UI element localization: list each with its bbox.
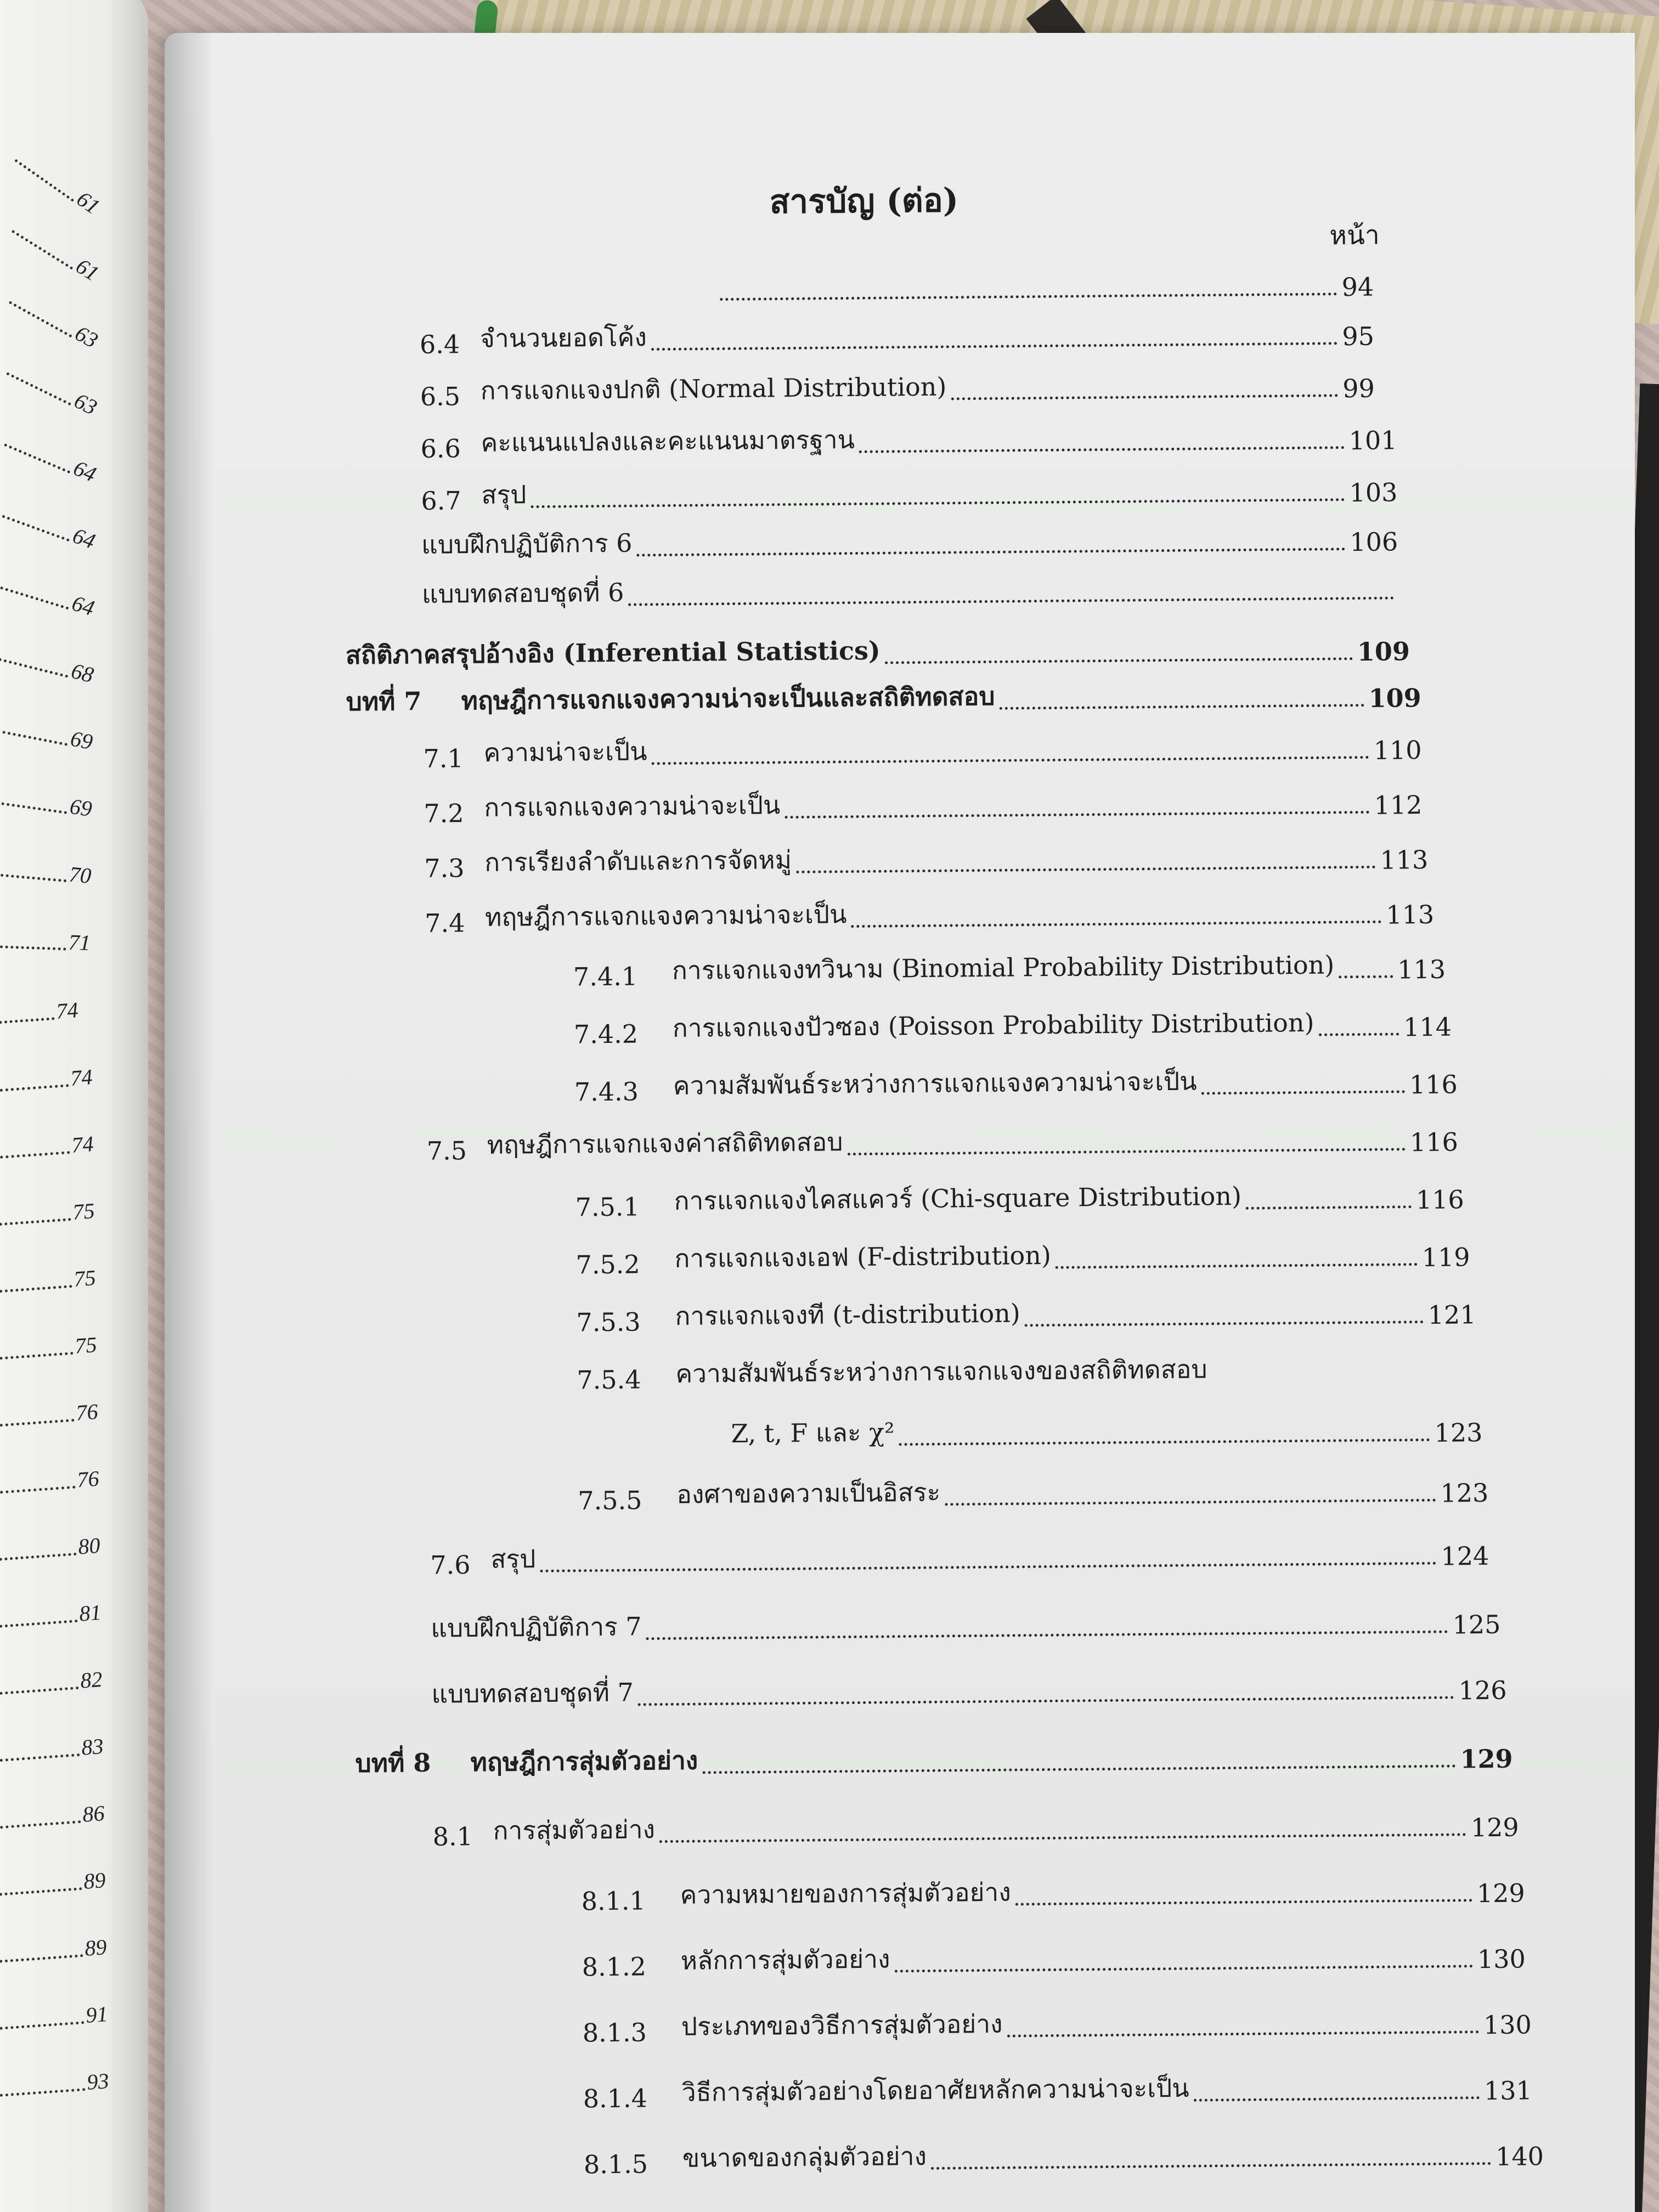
dot-leader bbox=[2, 515, 70, 541]
toc-entry-number: 7.4.1 bbox=[573, 961, 638, 992]
left-page-number: 61 bbox=[72, 186, 105, 219]
dot-leader bbox=[1246, 1205, 1412, 1210]
toc-entry bbox=[576, 1294, 1476, 1337]
toc-entry-number: 7.5.2 bbox=[575, 1249, 640, 1280]
toc-entry-page: 126 bbox=[1458, 1675, 1507, 1706]
toc-entry-title: คะแนนแปลงและคะแนนมาตรฐาน bbox=[481, 425, 855, 458]
toc-entry-page: 99 bbox=[1342, 373, 1375, 404]
dot-leader bbox=[848, 1148, 1406, 1155]
toc-entry-number: 7.4 bbox=[424, 908, 465, 938]
left-page-number: 76 bbox=[75, 1399, 99, 1425]
dot-leader bbox=[0, 2021, 84, 2031]
left-page-number: 63 bbox=[70, 388, 101, 420]
toc-entry bbox=[581, 1872, 1525, 1916]
dot-leader bbox=[0, 873, 66, 882]
toc-entry-number: 7.6 bbox=[430, 1550, 471, 1580]
dot-leader bbox=[0, 1820, 81, 1830]
toc-entry-page: 116 bbox=[1409, 1127, 1458, 1158]
toc-entry-title: ทฤษฎีการแจกแจงค่าสถิติทดสอบ bbox=[487, 1127, 843, 1160]
left-page-number: 75 bbox=[72, 1265, 97, 1291]
toc-entry-page: 113 bbox=[1380, 844, 1429, 875]
toc-entry-title: การแจกแจงที (t-distribution) bbox=[675, 1298, 1020, 1331]
dot-leader bbox=[637, 548, 1346, 556]
toc-entry-number: 7.2 bbox=[424, 798, 464, 828]
toc-entry-page: 124 bbox=[1441, 1541, 1489, 1571]
toc-entry bbox=[431, 1604, 1500, 1649]
toc-entry-number: 8.1 bbox=[432, 1821, 473, 1852]
toc-content bbox=[165, 33, 1635, 2212]
dot-leader bbox=[0, 1686, 79, 1696]
toc-entry-page: 113 bbox=[1386, 899, 1435, 930]
left-page-number: 82 bbox=[79, 1667, 103, 1693]
left-page-number: 74 bbox=[69, 1064, 93, 1091]
toc-entry-title: แบบฝึกปฏิบัติการ 7 bbox=[431, 1611, 642, 1643]
left-page-number: 64 bbox=[69, 523, 99, 554]
left-page-number: 74 bbox=[70, 1131, 94, 1158]
toc-entry-page: 101 bbox=[1348, 425, 1397, 456]
toc-entry-page: 131 bbox=[1483, 2075, 1533, 2106]
toc-entry bbox=[573, 949, 1446, 992]
left-page-entry bbox=[0, 1064, 93, 1097]
left-page-number: 80 bbox=[77, 1533, 101, 1559]
toc-entry-title: แบบทดสอบชุดที่ 6 bbox=[421, 577, 624, 609]
left-page-entry bbox=[0, 930, 91, 956]
left-page-number: 83 bbox=[80, 1734, 104, 1760]
toc-entry-title: ความสัมพันธ์ระหว่างการแจกแจงของสถิติทดสอบ bbox=[675, 1354, 1207, 1389]
toc-entry bbox=[583, 2004, 1532, 2047]
dot-leader bbox=[0, 1218, 71, 1227]
toc-entry bbox=[575, 1179, 1464, 1222]
dot-leader bbox=[646, 1630, 1448, 1640]
left-page-entry bbox=[0, 1734, 104, 1767]
toc-entry-title: สถิติภาคสรุปอ้างอิง (Inferential Statistics) bbox=[345, 635, 881, 670]
toc-entry-page: 129 bbox=[1460, 1743, 1513, 1774]
left-page-number: 69 bbox=[68, 793, 94, 822]
dot-leader bbox=[0, 658, 68, 678]
dot-leader bbox=[659, 1833, 1466, 1843]
left-page-number: 68 bbox=[69, 658, 97, 688]
dot-leader bbox=[895, 1965, 1473, 1972]
left-page-number: 86 bbox=[81, 1801, 105, 1827]
dot-leader bbox=[1194, 2096, 1480, 2102]
left-page-number: 70 bbox=[68, 861, 93, 889]
toc-entry-title: องศาของความเป็นอิสระ bbox=[676, 1477, 941, 1509]
toc-entry-number: 6.7 bbox=[421, 486, 461, 516]
left-page-entry bbox=[0, 1131, 94, 1164]
toc-entry bbox=[583, 2070, 1532, 2113]
page-column-heading: หน้า bbox=[1329, 219, 1380, 251]
left-page-entry bbox=[0, 1399, 99, 1432]
dot-leader bbox=[0, 1151, 70, 1160]
dot-leader bbox=[0, 1553, 77, 1562]
left-page-entry bbox=[0, 1867, 106, 1901]
toc-entry-page: 109 bbox=[1357, 636, 1410, 667]
toc-entry-page: 106 bbox=[1350, 527, 1398, 557]
toc-entry-number: 6.6 bbox=[420, 433, 461, 464]
toc-entry bbox=[346, 631, 1410, 675]
dot-leader bbox=[0, 730, 67, 746]
dot-leader bbox=[12, 230, 74, 270]
toc-entry bbox=[431, 1670, 1506, 1714]
left-page-number: 61 bbox=[71, 253, 104, 286]
dot-leader bbox=[0, 1887, 82, 1897]
toc-title: สารบัญ (ต่อ) bbox=[769, 181, 959, 222]
toc-entry-page: 95 bbox=[1342, 321, 1375, 352]
toc-entry bbox=[432, 1807, 1519, 1852]
left-page-number: 64 bbox=[69, 590, 98, 621]
toc-entry-number: บทที่ 8 bbox=[355, 1747, 431, 1779]
toc-entry-page: 110 bbox=[1373, 735, 1422, 765]
dot-leader bbox=[1025, 1321, 1424, 1327]
toc-entry bbox=[424, 785, 1422, 828]
dot-leader bbox=[0, 2088, 86, 2098]
toc-entry bbox=[577, 1352, 1476, 1395]
left-page-number: 89 bbox=[83, 1934, 108, 1961]
left-page-number-column bbox=[0, 0, 148, 2212]
dot-leader bbox=[851, 921, 1382, 928]
dot-leader bbox=[9, 301, 72, 337]
toc-entry-page: 125 bbox=[1452, 1609, 1501, 1640]
right-book-page bbox=[165, 33, 1635, 2212]
left-page-number: 64 bbox=[70, 455, 100, 487]
toc-entry-page: 129 bbox=[1476, 1878, 1525, 1909]
toc-entry-page: 109 bbox=[1368, 683, 1421, 713]
dot-leader bbox=[531, 498, 1345, 508]
dot-leader bbox=[720, 292, 1337, 301]
left-page-entry bbox=[12, 146, 105, 219]
left-page-entry bbox=[2, 430, 99, 487]
left-page-number: 81 bbox=[78, 1600, 102, 1626]
toc-entry-number: 8.1.2 bbox=[582, 1951, 647, 1982]
dot-leader bbox=[702, 1765, 1455, 1774]
dot-leader bbox=[1015, 1899, 1472, 1905]
left-page-number: 71 bbox=[68, 929, 91, 956]
dot-leader bbox=[4, 443, 71, 473]
left-page-entry bbox=[7, 288, 101, 353]
toc-entry-title: ทฤษฎีการแจกแจงความน่าจะเป็น bbox=[484, 899, 847, 932]
toc-entry bbox=[731, 1412, 1483, 1454]
dot-leader bbox=[0, 1084, 69, 1093]
toc-entry-title: การแจกแจงความน่าจะเป็น bbox=[484, 790, 781, 822]
dot-leader bbox=[951, 394, 1338, 400]
toc-entry-title: การแจกแจงไคสแควร์ (Chi-square Distribution) bbox=[674, 1181, 1242, 1216]
left-page-number: 75 bbox=[71, 1198, 95, 1224]
toc-entry-page: 112 bbox=[1374, 790, 1423, 820]
dot-leader bbox=[0, 1017, 55, 1025]
left-page-entry bbox=[0, 787, 93, 822]
toc-entry-number: 7.5.4 bbox=[577, 1364, 641, 1395]
dot-leader bbox=[0, 945, 66, 951]
toc-entry-title: สรุป bbox=[490, 1544, 536, 1574]
dot-leader bbox=[0, 1954, 83, 1964]
toc-entry-page: 116 bbox=[1409, 1069, 1458, 1100]
toc-entry-page: 94 bbox=[1341, 272, 1374, 302]
left-page-number: 93 bbox=[86, 2068, 110, 2095]
dot-leader bbox=[1000, 704, 1364, 710]
left-page-number: 75 bbox=[74, 1332, 98, 1358]
toc-entry-page: 140 bbox=[1495, 2141, 1544, 2171]
dot-leader bbox=[1056, 1263, 1418, 1269]
toc-entry-number: 8.1.3 bbox=[582, 2017, 647, 2048]
left-page-entry bbox=[0, 1667, 103, 1700]
toc-entry-title: จำนวนยอดโค้ง bbox=[479, 322, 647, 354]
left-page-number: 69 bbox=[68, 726, 95, 755]
toc-entry-page: 130 bbox=[1483, 2010, 1532, 2040]
left-page-entry bbox=[0, 1466, 100, 1499]
toc-entry-number: 7.1 bbox=[423, 743, 464, 774]
left-page-entry bbox=[0, 997, 79, 1029]
toc-entry bbox=[421, 521, 1398, 565]
toc-entry bbox=[346, 678, 1421, 722]
left-page-entry bbox=[4, 359, 100, 420]
toc-entry-title: ประเภทของวิธีการสุ่มตัวอย่าง bbox=[681, 2008, 1003, 2041]
left-page-number: 74 bbox=[55, 997, 79, 1024]
toc-entry-title: วิธีการสุ่มตัวอย่างโดยอาศัยหลักความน่าจะเป็น bbox=[681, 2073, 1189, 2107]
toc-entry-number: 6.5 bbox=[420, 381, 461, 411]
toc-entry-number: 8.1.4 bbox=[583, 2083, 648, 2114]
dot-leader bbox=[785, 811, 1369, 819]
left-page-entry bbox=[0, 1600, 102, 1633]
dot-leader bbox=[0, 1620, 78, 1629]
left-page-entry bbox=[0, 572, 97, 621]
toc-entry-page: 123 bbox=[1440, 1478, 1489, 1508]
dot-leader bbox=[931, 2162, 1491, 2170]
toc-entry-page: 103 bbox=[1349, 477, 1398, 508]
toc-entry-page: 129 bbox=[1470, 1812, 1519, 1843]
dot-leader bbox=[651, 342, 1338, 351]
toc-entry bbox=[578, 1472, 1488, 1515]
left-book-page bbox=[0, 0, 148, 2212]
toc-entry-number: 7.4.3 bbox=[574, 1076, 639, 1107]
toc-entry-title: แบบทดสอบชุดที่ 7 bbox=[431, 1677, 634, 1709]
toc-entry-number: บทที่ 7 bbox=[346, 686, 422, 717]
left-page-entry bbox=[0, 1934, 108, 1968]
toc-entry-number: 7.4.2 bbox=[573, 1019, 639, 1049]
left-page-entry bbox=[0, 1332, 98, 1365]
toc-entry bbox=[420, 368, 1374, 411]
dot-leader bbox=[1007, 2030, 1479, 2038]
toc-entry-title: การสุ่มตัวอย่าง bbox=[493, 1814, 656, 1846]
toc-entry-title: การแจกแจงปกติ (Normal Distribution) bbox=[480, 371, 947, 405]
dot-leader bbox=[540, 1562, 1436, 1572]
toc-entry-title: แบบฝึกปฏิบัติการ 6 bbox=[421, 528, 633, 560]
dot-leader bbox=[0, 1753, 80, 1763]
toc-entry-title: การเรียงลำดับและการจัดหมู่ bbox=[484, 845, 792, 877]
toc-entry bbox=[582, 1938, 1525, 1982]
left-page-entry bbox=[0, 501, 97, 554]
toc-entry-title: ทฤษฎีการสุ่มตัวอย่าง bbox=[470, 1745, 698, 1778]
dot-leader bbox=[1319, 1032, 1400, 1036]
toc-entry-title: ทฤษฎีการแจกแจงความน่าจะเป็นและสถิติทดสอบ bbox=[461, 681, 995, 716]
toc-entry-number: 8.1.1 bbox=[581, 1886, 646, 1916]
toc-entry-page: 123 bbox=[1434, 1418, 1483, 1448]
toc-entry bbox=[426, 1122, 1458, 1166]
toc-entry-title: การแจกแจงปัวซอง (Poisson Probability Distribution) bbox=[672, 1007, 1314, 1043]
toc-entry-title: ความหมายของการสุ่มตัวอย่าง bbox=[680, 1877, 1011, 1910]
toc-entry-title: ความน่าจะเป็น bbox=[483, 736, 647, 768]
dot-leader bbox=[1339, 975, 1393, 979]
toc-entry-number: 6.4 bbox=[419, 329, 460, 359]
left-page-entry bbox=[0, 1801, 105, 1834]
left-page-entry bbox=[0, 644, 95, 688]
toc-entry-page: 116 bbox=[1415, 1184, 1464, 1215]
toc-entry-title: Z, t, F และ χ² bbox=[731, 1417, 895, 1449]
left-page-entry bbox=[0, 1265, 97, 1298]
toc-entry bbox=[715, 267, 1374, 307]
toc-entry-number: 7.5.5 bbox=[578, 1485, 642, 1516]
toc-entry bbox=[575, 1237, 1470, 1279]
left-page-entry bbox=[0, 715, 94, 755]
dot-leader bbox=[629, 596, 1395, 606]
dot-leader bbox=[14, 159, 74, 202]
toc-entry bbox=[420, 420, 1397, 464]
toc-entry bbox=[420, 316, 1374, 359]
toc-entry bbox=[355, 1739, 1513, 1784]
toc-entry-page: 130 bbox=[1477, 1944, 1526, 1974]
left-page-number: 89 bbox=[82, 1867, 106, 1894]
dot-leader bbox=[6, 372, 71, 405]
dot-leader bbox=[0, 1486, 76, 1495]
toc-entry bbox=[423, 730, 1421, 774]
toc-entry-title: การแจกแจงเอฟ (F-distribution) bbox=[674, 1240, 1052, 1273]
left-page-entry bbox=[9, 217, 104, 286]
toc-entry-title: การแจกแจงทวินาม (Binomial Probability Distribution) bbox=[672, 950, 1335, 985]
toc-entry-number: 7.5.1 bbox=[575, 1192, 640, 1222]
toc-entry-number: 8.1.5 bbox=[583, 2149, 648, 2180]
left-page-entry bbox=[0, 2068, 110, 2102]
toc-entry-title: สรุป bbox=[481, 479, 527, 510]
toc-entry bbox=[421, 472, 1397, 516]
toc-entry bbox=[422, 571, 1398, 614]
toc-entry-page: 119 bbox=[1421, 1242, 1470, 1273]
toc-entry bbox=[425, 894, 1434, 938]
left-page-number: 76 bbox=[76, 1466, 100, 1492]
toc-entry-number: 7.5 bbox=[426, 1136, 467, 1166]
dot-leader bbox=[899, 1438, 1430, 1446]
toc-entry bbox=[584, 2136, 1544, 2179]
left-page-number: 91 bbox=[84, 2001, 109, 2028]
toc-entry-page: 114 bbox=[1403, 1012, 1452, 1042]
toc-entry-page: 113 bbox=[1397, 954, 1446, 985]
toc-entry bbox=[574, 1064, 1458, 1107]
toc-entry-title: ความสัมพันธ์ระหว่างการแจกแจงความน่าจะเป็น bbox=[673, 1066, 1197, 1101]
toc-entry-title: ขนาดของกลุ่มตัวอย่าง bbox=[682, 2141, 927, 2173]
toc-entry-number: 7.3 bbox=[424, 853, 465, 883]
dot-leader bbox=[0, 1419, 75, 1428]
dot-leader bbox=[0, 1352, 74, 1361]
toc-entry-title: หลักการสุ่มตัวอย่าง bbox=[680, 1944, 890, 1976]
toc-entry-page: 121 bbox=[1427, 1300, 1476, 1330]
dot-leader bbox=[945, 1499, 1436, 1506]
dot-leader bbox=[0, 1285, 72, 1294]
left-page-entry bbox=[0, 1198, 95, 1231]
dot-leader bbox=[652, 756, 1369, 765]
toc-entry bbox=[430, 1536, 1489, 1580]
toc-entry-number: 7.5.3 bbox=[576, 1307, 641, 1338]
left-page-entry bbox=[0, 2001, 109, 2035]
left-page-entry bbox=[0, 859, 92, 889]
left-page-number: 63 bbox=[71, 320, 103, 353]
toc-entry bbox=[424, 839, 1428, 883]
dot-leader bbox=[796, 866, 1375, 873]
dot-leader bbox=[0, 802, 67, 814]
dot-leader bbox=[859, 446, 1345, 453]
dot-leader bbox=[638, 1696, 1454, 1706]
toc-entry bbox=[574, 1007, 1452, 1049]
dot-leader bbox=[885, 657, 1353, 664]
dot-leader bbox=[1201, 1090, 1405, 1094]
dot-leader bbox=[0, 586, 69, 610]
left-page-entry bbox=[0, 1533, 101, 1566]
